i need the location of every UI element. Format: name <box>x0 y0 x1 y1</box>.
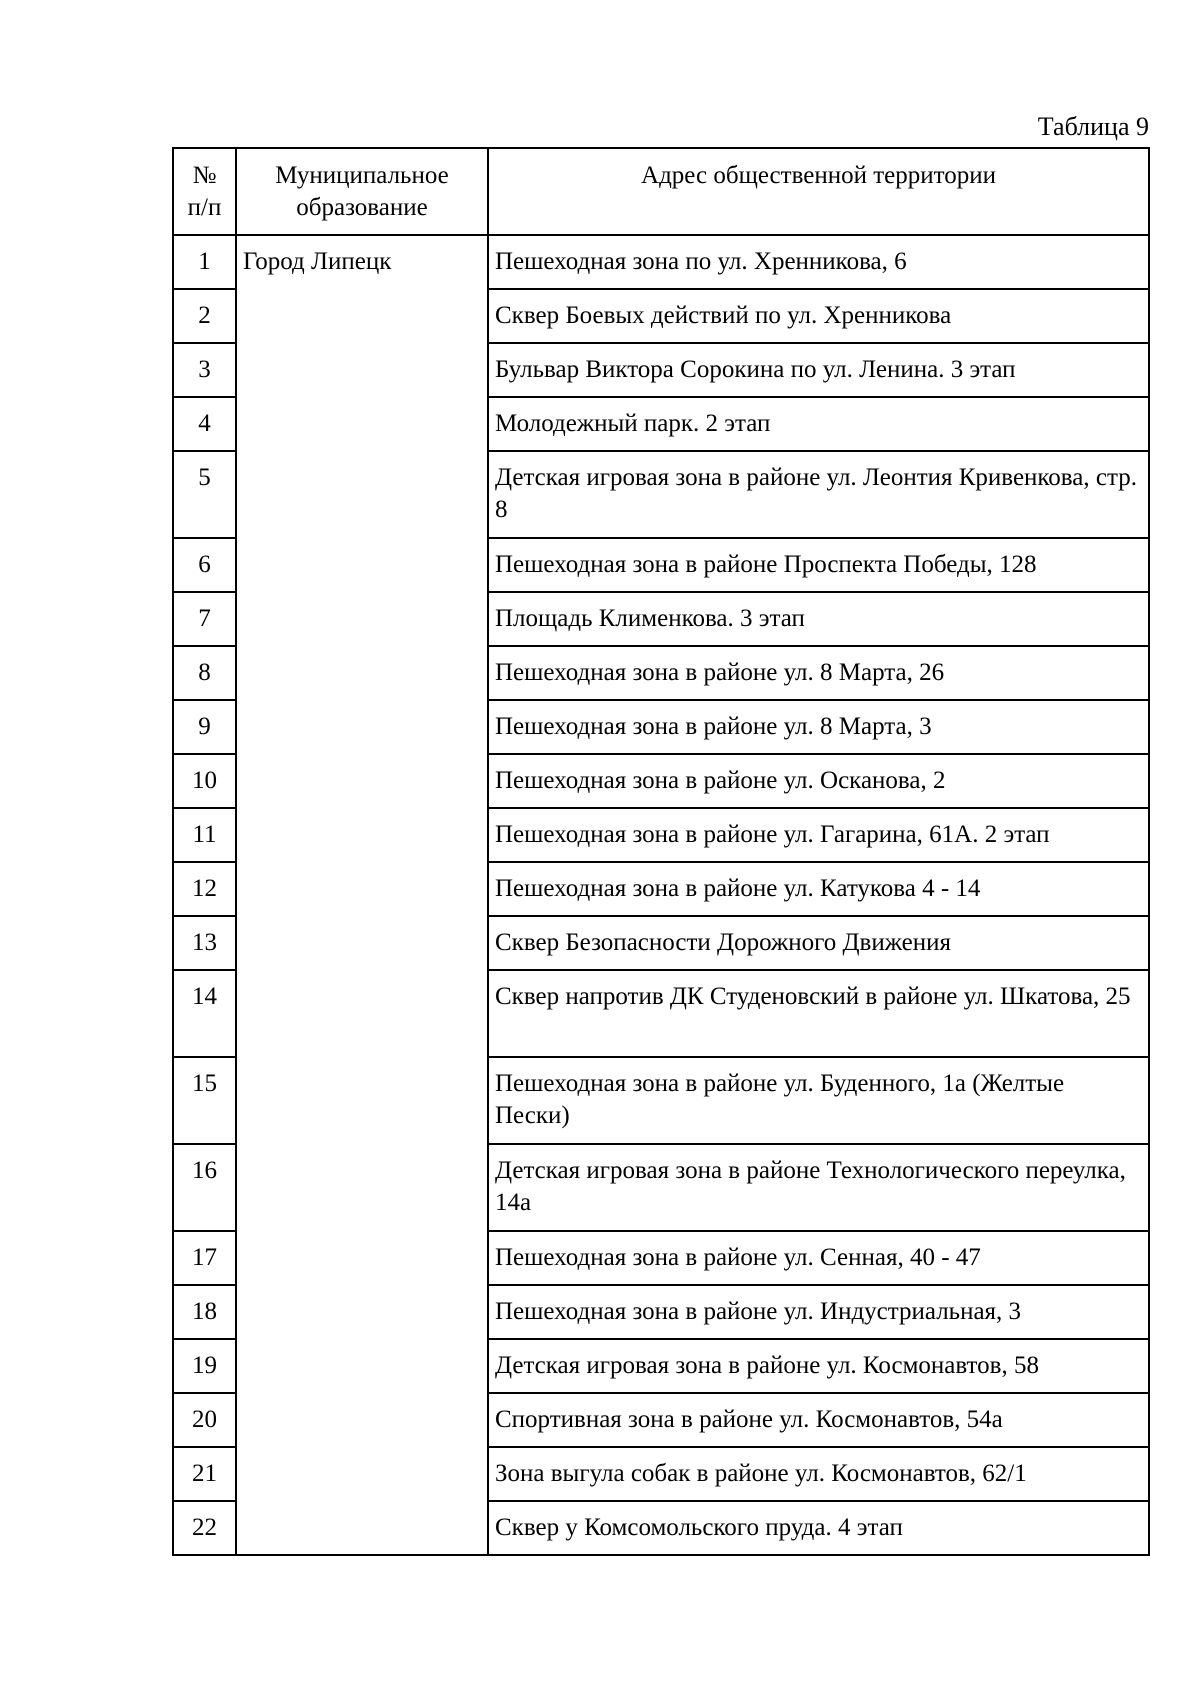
row-address: Пешеходная зона в районе ул. 8 Марта, 3 <box>488 700 1149 754</box>
row-number: 11 <box>173 808 236 862</box>
table-caption: Таблица 9 <box>1037 112 1149 141</box>
row-number: 8 <box>173 646 236 700</box>
row-address: Сквер напротив ДК Студеновский в районе ул. Шкатова, 25 <box>488 970 1149 1057</box>
row-address: Пешеходная зона в районе ул. Гагарина, 61А. 2 этап <box>488 808 1149 862</box>
row-number: 14 <box>173 970 236 1057</box>
row-number: 13 <box>173 916 236 970</box>
municipality-cell: Город Липецк <box>236 235 488 1555</box>
row-address: Пешеходная зона в районе Проспекта Победы, 128 <box>488 538 1149 592</box>
row-number: 16 <box>173 1144 236 1231</box>
header-municipality: Муниципальное образование <box>236 148 488 235</box>
row-number: 1 <box>173 235 236 289</box>
row-number: 10 <box>173 754 236 808</box>
row-number: 15 <box>173 1057 236 1144</box>
row-address: Сквер у Комсомольского пруда. 4 этап <box>488 1501 1149 1555</box>
row-address: Пешеходная зона в районе ул. Индустриальная, 3 <box>488 1285 1149 1339</box>
row-number: 9 <box>173 700 236 754</box>
row-address: Бульвар Виктора Сорокина по ул. Ленина. 3 этап <box>488 343 1149 397</box>
row-number: 5 <box>173 451 236 538</box>
row-number: 3 <box>173 343 236 397</box>
row-number: 12 <box>173 862 236 916</box>
row-number: 20 <box>173 1393 236 1447</box>
row-number: 17 <box>173 1231 236 1285</box>
row-address: Молодежный парк. 2 этап <box>488 397 1149 451</box>
territories-table <box>172 147 1150 1556</box>
row-address: Площадь Клименкова. 3 этап <box>488 592 1149 646</box>
row-number: 4 <box>173 397 236 451</box>
row-address: Сквер Безопасности Дорожного Движения <box>488 916 1149 970</box>
table-header-row <box>173 148 1149 235</box>
row-address: Пешеходная зона в районе ул. 8 Марта, 26 <box>488 646 1149 700</box>
row-address: Детская игровая зона в районе ул. Космонавтов, 58 <box>488 1339 1149 1393</box>
row-address: Спортивная зона в районе ул. Космонавтов, 54а <box>488 1393 1149 1447</box>
table-row <box>173 235 1149 289</box>
header-address: Адрес общественной территории <box>488 148 1149 235</box>
row-number: 21 <box>173 1447 236 1501</box>
row-number: 7 <box>173 592 236 646</box>
row-address: Пешеходная зона по ул. Хренникова, 6 <box>488 235 1149 289</box>
header-number: № п/п <box>173 148 236 235</box>
row-address: Зона выгула собак в районе ул. Космонавтов, 62/1 <box>488 1447 1149 1501</box>
row-number: 6 <box>173 538 236 592</box>
row-address: Детская игровая зона в районе ул. Леонтия Кривенкова, стр. 8 <box>488 451 1149 538</box>
row-address: Пешеходная зона в районе ул. Сенная, 40 - 47 <box>488 1231 1149 1285</box>
row-address: Пешеходная зона в районе ул. Буденного, 1а (Желтые Пески) <box>488 1057 1149 1144</box>
row-address: Сквер Боевых действий по ул. Хренникова <box>488 289 1149 343</box>
row-address: Пешеходная зона в районе ул. Катукова 4 - 14 <box>488 862 1149 916</box>
row-number: 22 <box>173 1501 236 1555</box>
table-body <box>173 235 1149 1555</box>
row-number: 19 <box>173 1339 236 1393</box>
row-address: Детская игровая зона в районе Технологического переулка, 14а <box>488 1144 1149 1231</box>
row-number: 2 <box>173 289 236 343</box>
row-number: 18 <box>173 1285 236 1339</box>
row-address: Пешеходная зона в районе ул. Осканова, 2 <box>488 754 1149 808</box>
